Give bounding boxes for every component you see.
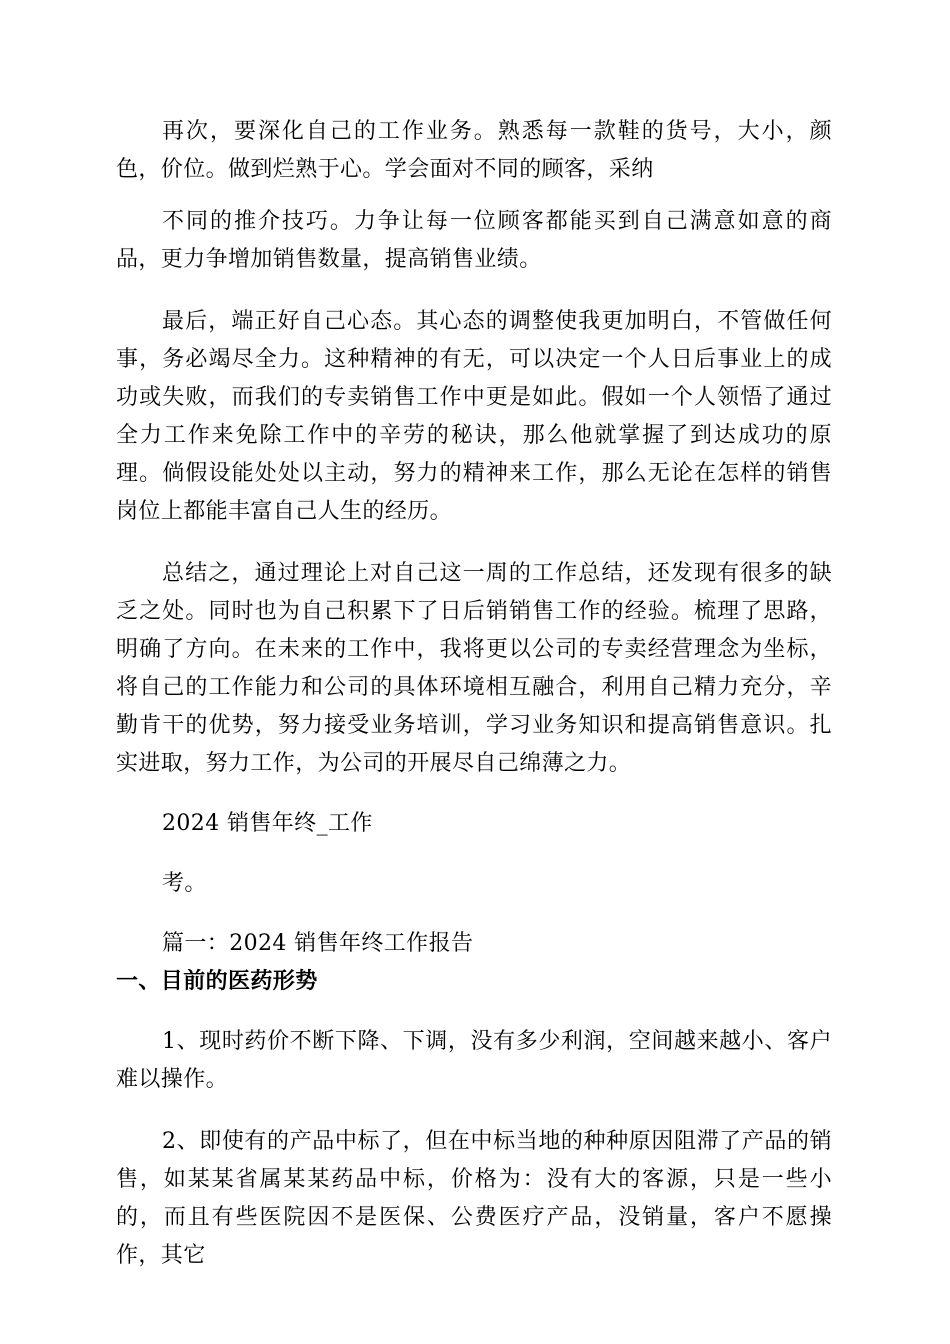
paragraph-work-business: 再次，要深化自己的工作业务。熟悉每一款鞋的货号，大小，颜色，价位。做到烂熟于心。学会面对不同的顾客，采纳 [116,119,832,182]
paragraph-title-fragment: 2024 销售年终_工作 [162,811,373,836]
paragraph-attitude: 最后，端正好自己心态。其心态的调整使我更加明白，不管做任何事，务必竭尽全力。这种精神的有无，可以决定一个人日后事业上的成功或失败，而我们的专卖销售工作中更是如此。假如一个人领悟了通过全力工作来免除工作中的辛劳的秘诀，那么他就掌握了到达成功的原理。倘假设能处处以主动，努力的精神来工作，那么无论在怎样的销售岗位上都能丰富自己人生的经历。 [116,309,832,524]
document-body [116,113,832,1275]
paragraph-summary: 总结之，通过理论上对自己这一周的工作总结，还发现有很多的缺乏之处。同时也为自己积累下了日后销销售工作的经验。梳理了思路，明确了方向。在未来的工作中，我将更以公司的专卖经营理念为坐标，将自己的工作能力和公司的具体环境相互融合，利用自己精力充分，辛勤肯干的优势，努力接受业务培训，学习业务知识和提高销售意识。扎实进取，努力工作，为公司的开展尽自己绵薄之力。 [116,561,832,776]
paragraph-fragment: 考。 [162,871,207,896]
section-heading: 一、目前的医药形势 [116,969,318,994]
list-item-bidding: 2、即使有的产品中标了，但在中标当地的种种原因阻滞了产品的销售，如某某省属某某药品中标，价格为：没有大的客源，只是一些小的，而且有些医院因不是医保、公费医疗产品，没销量，客户不愿操作，其它 [116,1129,832,1268]
paragraph-sales-techniques: 不同的推介技巧。力争让每一位顾客都能买到自己满意如意的商品，更力争增加销售数量，提高销售业绩。 [116,209,832,272]
article-title: 篇一：2024 销售年终工作报告 [162,931,474,956]
list-item-price-decline: 1、现时药价不断下降、下调，没有多少利润，空间越来越小、客户难以操作。 [116,1029,832,1092]
